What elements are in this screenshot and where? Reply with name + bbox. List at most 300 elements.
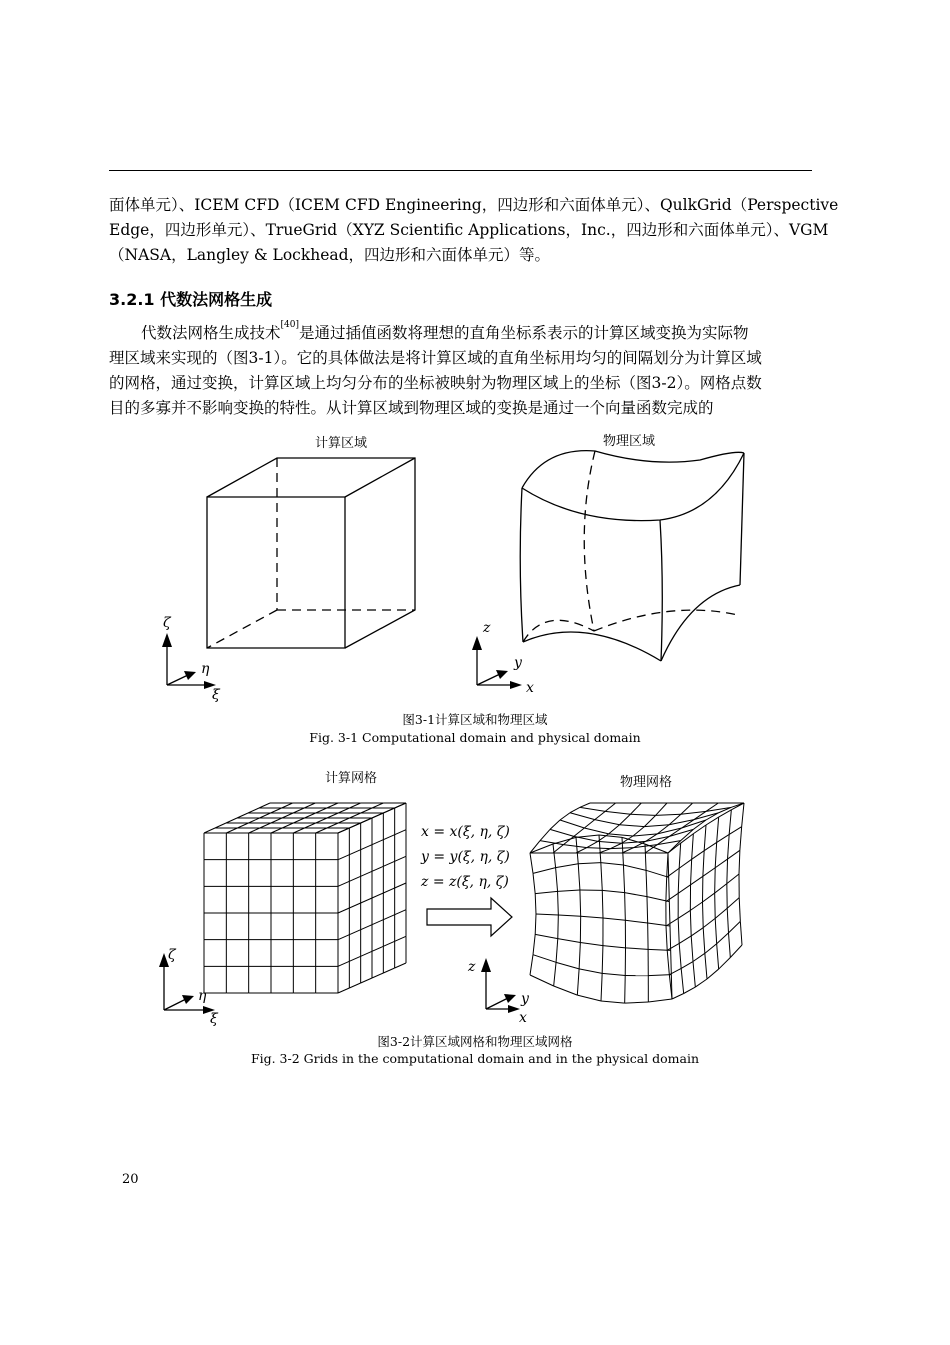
grid-line	[633, 827, 644, 836]
grid-line	[580, 943, 603, 946]
grid-line	[681, 803, 693, 814]
grid-line	[730, 945, 742, 958]
grid-line	[667, 943, 679, 950]
grid-line	[554, 962, 556, 986]
physical-grid-shape	[530, 803, 744, 1003]
grid-line	[645, 844, 646, 870]
grid-line	[742, 803, 744, 827]
grid-line	[349, 903, 360, 908]
grid-line	[350, 813, 361, 818]
grid-line	[361, 898, 372, 903]
grid-line	[395, 830, 406, 835]
grid-line	[574, 836, 598, 841]
grid-line	[349, 823, 360, 828]
grid-line	[361, 871, 372, 876]
grid-line	[576, 848, 587, 853]
grid-line	[293, 818, 304, 823]
text-line: 的网格，通过变换，计算区域上均匀分布的坐标被映射为物理区域上的坐标（图3-2）。网格点数	[109, 374, 762, 392]
grid-line	[740, 827, 742, 851]
grid-line	[237, 813, 248, 818]
grid-line	[533, 934, 535, 954]
grid-line	[530, 853, 533, 873]
grid-line	[602, 890, 624, 892]
grid-line	[372, 866, 383, 871]
axes-right	[467, 958, 530, 1026]
grid-line	[715, 868, 716, 893]
grid-line	[271, 808, 282, 813]
grid-line	[558, 890, 580, 891]
text-line: 目的多寡并不影响变换的特性。从计算区域到物理区域的变换是通过一个向量函数完成的	[109, 399, 714, 417]
grid-line	[740, 921, 742, 945]
grid-line	[719, 958, 731, 970]
grid-line	[271, 828, 282, 833]
grid-line	[327, 803, 338, 808]
grid-line	[327, 823, 338, 828]
grid-line	[667, 853, 668, 877]
grid-line	[694, 813, 719, 820]
grid-line	[729, 810, 731, 835]
grid-line	[656, 803, 667, 815]
grid-line	[574, 828, 584, 836]
arrowhead-icon	[162, 633, 172, 647]
grid-line	[656, 814, 681, 815]
grid-line	[715, 908, 727, 918]
axis-label-eta: η	[201, 661, 210, 677]
grid-line	[623, 865, 624, 893]
grid-line	[703, 902, 704, 928]
grid-line	[260, 823, 271, 828]
grid-line	[570, 807, 580, 812]
grid-line	[669, 902, 670, 926]
grid-line	[707, 969, 719, 979]
grid-line	[338, 988, 349, 993]
fig1-caption-cn: 图3-1计算区域和物理区域	[402, 712, 548, 727]
grid-line	[693, 820, 706, 829]
grid-line	[729, 933, 731, 958]
grid-line	[622, 837, 623, 865]
grid-line	[719, 810, 732, 817]
grid-line	[620, 814, 631, 824]
grid-line	[553, 844, 556, 868]
grid-line	[215, 823, 226, 828]
text-line: 理区域来实现的（图3-1）。它的具体做法是将计算区域的直角坐标用均匀的间隔划分为计算区域	[109, 349, 762, 367]
grid-line	[691, 859, 692, 885]
grid-line	[535, 891, 557, 893]
text-segment: 是通过插值函数将理想的直角坐标系表示的计算区域变换为实际物	[299, 324, 749, 342]
grid-line	[558, 939, 581, 943]
axes-right	[472, 620, 534, 696]
grid-line	[666, 926, 667, 950]
grid-line	[695, 979, 707, 987]
grid-line	[535, 934, 558, 938]
grid-line	[578, 864, 580, 890]
grid-line	[395, 936, 406, 941]
grid-line	[383, 835, 394, 840]
grid-line	[553, 845, 563, 853]
grid-line	[692, 834, 694, 860]
grid-line	[602, 890, 603, 918]
grid-line	[669, 877, 670, 901]
grid-line	[703, 868, 715, 877]
grid-line	[648, 975, 671, 976]
axis-label-xi: ξ	[212, 687, 220, 703]
citation-ref[interactable]: [40]	[280, 320, 299, 330]
physical-domain-shape	[520, 451, 744, 661]
section-heading: 3.2.1 代数法网格生成	[109, 290, 273, 309]
text-segment: 代数法网格生成技术	[141, 324, 281, 342]
grid-line	[271, 818, 282, 823]
grid-line	[550, 820, 560, 829]
grid-line	[316, 818, 327, 823]
grid-line	[605, 803, 615, 811]
grid-line	[577, 969, 579, 995]
grid-line	[372, 973, 383, 978]
grid-line	[554, 986, 578, 995]
grid-line	[305, 813, 316, 818]
grid-line	[679, 936, 691, 943]
grid-line	[601, 1001, 625, 1003]
grid-line	[581, 916, 603, 918]
grid-line	[728, 834, 730, 859]
grid-line	[679, 943, 681, 968]
grid-line	[372, 840, 383, 845]
text-line: Edge，四边形单元）、TrueGrid（XYZ Scientific Applications，Inc.，四边形和六面体单元）、VGM	[109, 221, 829, 239]
grid-line	[383, 915, 394, 920]
grid-line	[383, 968, 394, 973]
grid-line	[727, 908, 728, 933]
grid-line	[338, 908, 349, 913]
grid-line	[383, 888, 394, 893]
grid-line	[667, 950, 669, 974]
grid-line	[703, 893, 715, 902]
grid-line	[603, 918, 625, 920]
grid-line	[625, 920, 647, 923]
grid-line	[717, 834, 730, 842]
grid-line	[703, 928, 705, 954]
grid-line	[705, 953, 707, 979]
fig2-label-computational-grid: 计算网格	[325, 771, 378, 786]
grid-line	[690, 902, 702, 910]
grid-line	[226, 818, 237, 823]
grid-line	[237, 823, 248, 828]
grid-line	[372, 893, 383, 898]
header-rule	[109, 170, 812, 171]
page-number: 20	[122, 1172, 139, 1187]
grid-line	[361, 925, 372, 930]
grid-line	[558, 915, 580, 916]
grid-line	[372, 803, 383, 808]
axes-left	[159, 947, 219, 1027]
grid-line	[349, 956, 360, 961]
grid-line	[260, 813, 271, 818]
grid-line	[372, 920, 383, 925]
arrowhead-icon	[472, 636, 482, 650]
grid-line	[705, 944, 717, 954]
grid-line	[578, 863, 601, 864]
grid-line	[610, 848, 633, 849]
grid-line	[282, 813, 293, 818]
grid-line	[584, 820, 594, 828]
axis-label-x: x	[519, 1010, 527, 1026]
grid-line	[693, 953, 705, 961]
grid-line	[550, 829, 574, 836]
grid-line	[338, 828, 349, 833]
grid-line	[681, 962, 693, 969]
grid-line	[338, 961, 349, 966]
grid-line	[540, 829, 550, 840]
grid-line	[580, 890, 581, 916]
grid-line	[646, 870, 647, 896]
grid-line	[338, 818, 349, 823]
grid-line	[259, 803, 270, 808]
axes-left	[162, 615, 221, 703]
grid-line	[580, 803, 590, 807]
grid-line	[605, 811, 630, 814]
grid-line	[715, 859, 727, 868]
grid-line	[304, 803, 315, 808]
grid-line	[717, 817, 719, 842]
grid-line	[349, 803, 360, 808]
grid-line	[715, 842, 716, 867]
grid-line	[602, 946, 603, 974]
grid-line	[739, 898, 740, 922]
grid-line	[533, 873, 535, 893]
fig2-caption-cn: 图3-2计算区域网格和物理区域网格	[377, 1034, 573, 1049]
grid-line	[560, 813, 570, 820]
grid-line	[728, 850, 740, 859]
grid-line	[603, 946, 626, 948]
grid-line	[691, 876, 703, 885]
fig1-label-computational-domain: 计算区域	[315, 436, 368, 451]
grid-line	[739, 850, 740, 874]
grid-line	[703, 918, 715, 927]
grid-line	[395, 910, 406, 915]
axis-label-xi: ξ	[210, 1011, 218, 1027]
grid-line	[729, 827, 742, 835]
grid-line	[338, 935, 349, 940]
grid-line	[361, 818, 372, 823]
equation-z: z = z(ξ, η, ζ)	[421, 874, 509, 890]
grid-line	[558, 891, 559, 915]
axis-label-z: z	[483, 620, 491, 636]
grid-line	[383, 808, 394, 813]
axis-label-z: z	[468, 959, 476, 975]
grid-line	[623, 865, 646, 870]
grid-line	[556, 868, 558, 892]
transform-arrow-icon	[427, 898, 512, 936]
text-line: （NASA，Langley & Lockhead，四边形和六面体单元）等。	[109, 246, 551, 264]
grid-line	[693, 962, 695, 988]
grid-line	[395, 803, 406, 808]
grid-line	[679, 859, 692, 868]
grid-line	[293, 808, 304, 813]
grid-line	[293, 828, 304, 833]
grid-line	[647, 897, 648, 923]
grid-line	[644, 825, 669, 827]
grid-line	[248, 818, 259, 823]
grid-line	[727, 898, 739, 909]
grid-line	[580, 807, 605, 811]
grid-line	[598, 841, 622, 843]
grid-line	[672, 994, 684, 1000]
grid-line	[715, 884, 727, 893]
grid-line	[609, 825, 620, 834]
fig2-label-physical-grid: 物理网格	[620, 775, 673, 790]
grid-line	[715, 918, 716, 943]
grid-line	[666, 918, 678, 926]
grid-line	[727, 874, 739, 884]
grid-line	[349, 876, 360, 881]
grid-line	[576, 837, 578, 863]
grid-line	[395, 856, 406, 861]
grid-line	[678, 910, 690, 918]
grid-line	[601, 863, 624, 865]
grid-line	[316, 808, 327, 813]
grid-line	[204, 828, 215, 833]
grid-line	[361, 845, 372, 850]
computational-grid-cube	[204, 803, 406, 993]
grid-line	[703, 851, 704, 877]
grid-line	[706, 817, 719, 825]
grid-line	[577, 995, 601, 1001]
grid-line	[587, 848, 610, 849]
equation-y: y = y(ξ, η, ζ)	[421, 849, 510, 865]
grid-line	[602, 973, 625, 975]
grid-line	[383, 861, 394, 866]
grid-line	[648, 999, 672, 1002]
grid-line	[579, 943, 580, 969]
axis-label-y: y	[521, 991, 529, 1007]
grid-line	[691, 936, 693, 962]
grid-line	[372, 946, 383, 951]
text-line	[109, 321, 812, 346]
grid-line	[670, 926, 671, 950]
grid-line	[609, 834, 633, 836]
grid-line	[316, 828, 327, 833]
grid-line	[671, 950, 672, 974]
grid-line	[349, 850, 360, 855]
computational-cube	[207, 458, 415, 648]
grid-line	[226, 828, 237, 833]
grid-line	[691, 928, 703, 936]
grid-line	[630, 814, 655, 815]
paragraph-algebraic-method	[109, 321, 812, 421]
grid-line	[558, 915, 559, 939]
grid-line	[678, 868, 679, 893]
grid-line	[249, 828, 260, 833]
figure-3-1	[0, 445, 950, 705]
grid-line	[704, 825, 706, 851]
grid-line	[693, 825, 706, 834]
grid-line	[706, 813, 719, 820]
grid-line	[625, 893, 647, 897]
grid-line	[715, 893, 716, 918]
grid-line	[601, 863, 602, 891]
grid-line	[678, 885, 690, 893]
grid-line	[305, 823, 316, 828]
grid-line	[533, 868, 556, 874]
grid-line	[338, 808, 349, 813]
grid-line	[361, 978, 372, 983]
grid-line	[349, 983, 360, 988]
grid-line	[666, 877, 667, 901]
grid-line	[361, 808, 372, 813]
grid-line	[530, 955, 533, 975]
grid-line	[678, 918, 679, 943]
grid-line	[630, 803, 641, 814]
grid-line	[717, 933, 729, 944]
grid-line	[570, 813, 595, 820]
grid-line	[536, 914, 558, 915]
grid-line	[556, 962, 579, 969]
grid-line	[530, 975, 554, 986]
fig1-label-physical-domain: 物理区域	[603, 434, 656, 449]
equation-x: x = x(ξ, η, ζ)	[421, 824, 510, 840]
grid-line	[395, 883, 406, 888]
axis-label-y: y	[514, 655, 522, 671]
grid-line	[681, 968, 684, 993]
arrowhead-icon	[510, 681, 522, 689]
axis-label-x: x	[526, 680, 534, 696]
grid-line	[587, 841, 598, 847]
grid-line	[717, 944, 719, 969]
arrowhead-icon	[481, 958, 491, 972]
grid-line	[338, 881, 349, 886]
grid-line	[327, 813, 338, 818]
grid-line	[383, 941, 394, 946]
axis-label-eta: η	[198, 988, 207, 1004]
grid-line	[729, 921, 741, 933]
grid-line	[692, 851, 705, 860]
grid-line	[727, 859, 728, 884]
text-line: 面体单元）、ICEM CFD（ICEM CFD Engineering，四边形和六面体单元）、QulkGrid（Perspective	[109, 196, 839, 214]
grid-line	[248, 808, 259, 813]
grid-line	[556, 939, 558, 963]
grid-line	[704, 842, 717, 850]
grid-line	[626, 948, 649, 949]
grid-line	[361, 951, 372, 956]
grid-line	[563, 845, 586, 848]
grid-line	[349, 930, 360, 935]
grid-line	[282, 803, 293, 808]
grid-line	[535, 914, 536, 934]
fig1-caption-en: Fig. 3-1 Computational domain and physical domain	[309, 730, 641, 745]
grid-line	[679, 843, 681, 868]
grid-line	[560, 820, 584, 828]
grid-line	[625, 893, 626, 921]
grid-line	[595, 811, 605, 819]
grid-line	[533, 955, 556, 963]
grid-line	[684, 987, 696, 993]
grid-line	[599, 835, 622, 837]
grid-line	[625, 976, 626, 1004]
grid-line	[666, 893, 678, 901]
grid-line	[595, 820, 620, 825]
grid-line	[338, 855, 349, 860]
axis-label-zeta: ζ	[168, 947, 176, 963]
grid-line	[535, 894, 536, 914]
grid-line	[556, 864, 579, 868]
grid-line	[282, 823, 293, 828]
grid-line	[625, 1002, 649, 1003]
grid-line	[599, 849, 610, 853]
grid-line	[620, 825, 645, 827]
grid-line	[395, 963, 406, 968]
grid-line	[644, 815, 655, 826]
axis-label-zeta: ζ	[163, 615, 171, 631]
grid-line	[579, 969, 602, 973]
grid-line	[584, 828, 608, 834]
